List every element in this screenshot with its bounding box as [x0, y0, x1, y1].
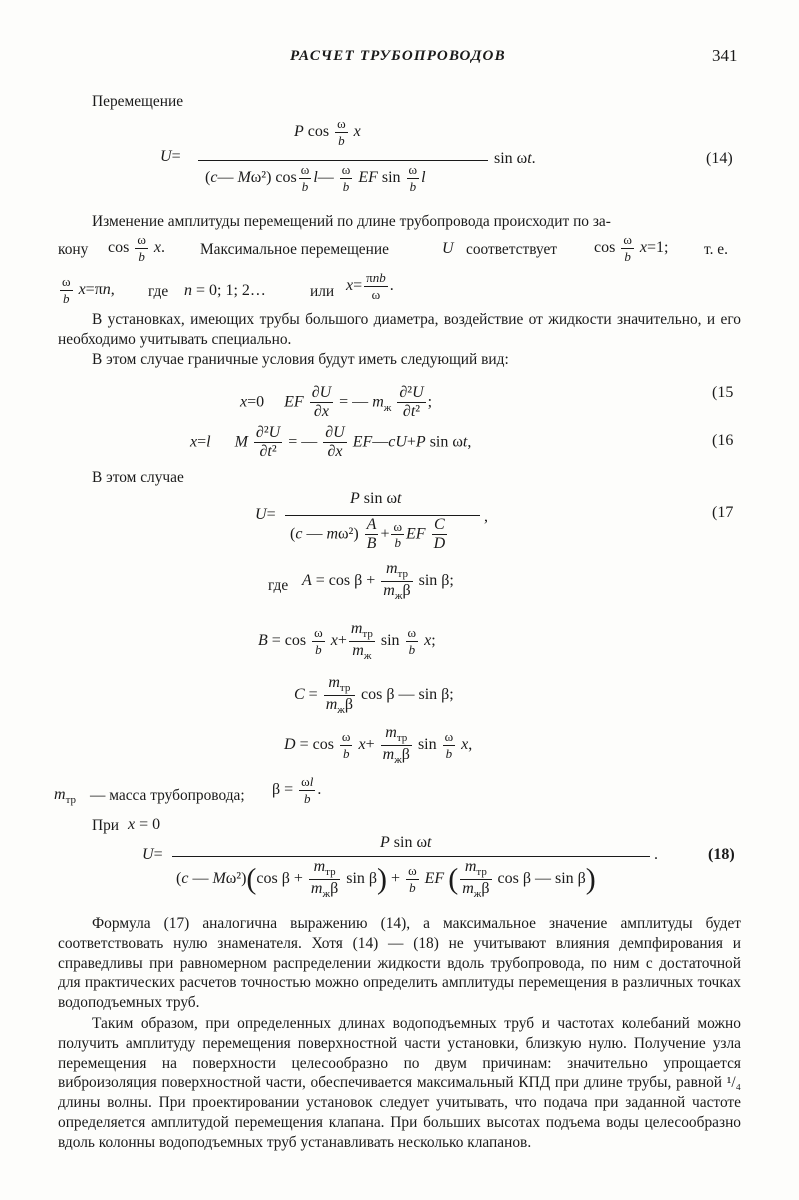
eq18-fraction-bar	[172, 856, 650, 857]
eq17-comma: ,	[484, 508, 488, 525]
eq14-lhs: U=	[160, 148, 181, 165]
p1-line2-ie: т. е.	[704, 241, 728, 258]
page-number: 341	[712, 46, 738, 65]
p1-inline-n-values: n = 0; 1; 2…	[184, 282, 266, 299]
paragraph-formula-17: Формула (17) аналогична выражению (14), а максимальное значение амплитуды будет соответствовать нулю знаменателя. Хотя (14) — (18) не учитывают влияния демпфирования и справедливы при равномерном распределении жидкости вдоль трубопровода, по ним с достаточной для практических расчетов точностью можно определить амплитуды перемещения в различных точках водоподъемных труб.	[58, 915, 741, 1012]
eq16: x=l M $\frac{\text{∂²U}}{\text{∂t²}}$ = — $\frac{\partial U}{\partial x}$ EF—cU+P sin ωt,	[190, 424, 472, 461]
p1-inline-cos: cos $\frac{\omega}{b}$ x.	[108, 232, 165, 264]
p1-line3-or: или	[310, 283, 335, 300]
p1-line3-where: где	[148, 283, 169, 300]
eq14-fraction-bar	[198, 160, 488, 161]
eq14-sin-factor: sin ωt.	[494, 150, 536, 167]
label-in-this-case: В этом случае	[92, 469, 184, 486]
eq15: x=0 EF $\frac{\partial U}{\partial x}$ = — $m_ж$ $\frac{\text{∂²U}}{\text{∂t²}}$ ;	[240, 384, 433, 421]
label-displacement: Перемещение	[92, 93, 184, 110]
def-A: A = cos β + $\frac{m_{тр}}{m_ж\beta}$ sin β;	[302, 560, 454, 603]
p1-inline-cos-eq-1: cos $\frac{\omega}{b}$ x=1;	[594, 232, 669, 264]
p1-inline-x-solution: x= $\frac{\text{πnb}}{\omega}$ .	[346, 270, 394, 302]
label-where: где	[268, 577, 289, 594]
eq14-denominator: (c— Mω²) cos $\frac{\omega}{b}$ l— $\frac{\omega}{b}$ EF sin $\frac{\omega}{b}$ l	[205, 162, 426, 194]
p1-inline-U: U	[442, 240, 454, 257]
def-C: C = $\frac{m_{тр}}{m_ж\beta}$ cos β — sin β;	[294, 674, 454, 717]
x-equals-zero: x = 0	[128, 816, 161, 833]
eq15-number: (15	[712, 384, 734, 401]
paragraph-large-diameter: В установках, имеющих трубы большого диаметра, воздействие от жидкости значительно, и его необходимо учитывать специально.	[58, 311, 741, 348]
def-D: D = cos $\frac{\omega}{b}$ x+ $\frac{m_{тр}}{m_ж\beta}$ sin $\frac{\omega}{b}$ x,	[284, 724, 473, 767]
eq18-denominator: (c — Mω²)(cos β + $\frac{m_{тр}}{m_ж\beta}$ sin β) + $\frac{\omega}{b}$ EF ( $\frac{m_{тр}}{m_ж\beta}$ cos β — sin β)	[176, 858, 596, 901]
def-B: B = cos $\frac{\omega}{b}$ x+ $\frac{m_{тр}}{m_ж}$ sin $\frac{\omega}{b}$ x;	[258, 620, 436, 663]
p1-line2-start: кону	[58, 241, 89, 258]
eq17-lhs: U=	[255, 506, 276, 523]
running-header-title: РАСЧЕТ ТРУБОПРОВОДОВ	[290, 48, 506, 64]
p1-line2-corr: соответствует	[466, 241, 558, 258]
eq16-number: (16	[712, 432, 734, 449]
eq17-denominator: (c — mω²) $\frac{A}{B}$ + $\frac{\omega}{b}$ EF $\frac{C}{D}$	[290, 516, 446, 553]
label-when: При	[92, 817, 120, 834]
eq14-numerator: P cos $\frac{\omega}{b}$ x	[294, 116, 361, 148]
paragraph-conclusion: Таким образом, при определенных длинах водоподъемных труб и частотах колебаний можно получить амплитуду перемещения поверхностной части установки, близкую нулю. Получение узла перемещения на поверхности целесообразно по двум причинам: значительно упрощается виброизоляция поверхностной части, обеспечивается максимальный КПД при длине трубы, равной ¹/₄ длины волны. При проектировании установок следует учитывать, что подача при заданной частоте определяется амплитудой перемещения клапана. При больших высотах подъема воды целесообразно вдоль колонны водоподъемных труб устанавливать несколько клапанов.	[58, 1015, 741, 1151]
p1-line1: Изменение амплитуды перемещений по длине трубопровода происходит по за-	[92, 213, 611, 230]
eq17-numerator: P sin ωt	[350, 490, 402, 507]
eq18-lhs: U=	[142, 846, 163, 863]
paragraph-boundary-conditions: В этом случае граничные условия будут иметь следующий вид:	[92, 351, 509, 368]
mtr-definition: — масса трубопровода;	[90, 787, 245, 804]
eq18-number: (18)	[708, 846, 735, 863]
mtr-symbol: $m_{тр}$	[54, 786, 77, 807]
eq18-numerator: P sin ωt	[380, 834, 432, 851]
p1-line2-mid: Максимальное перемещение	[200, 241, 389, 258]
eq18-period: .	[654, 846, 658, 863]
eq14-number: (14)	[706, 150, 733, 167]
beta-definition: β = $\frac{\omega l}{b}$ .	[272, 774, 322, 806]
eq17-number: (17	[712, 504, 734, 521]
p1-inline-wx: $\frac{\omega}{b}$ x=πn,	[62, 274, 115, 306]
